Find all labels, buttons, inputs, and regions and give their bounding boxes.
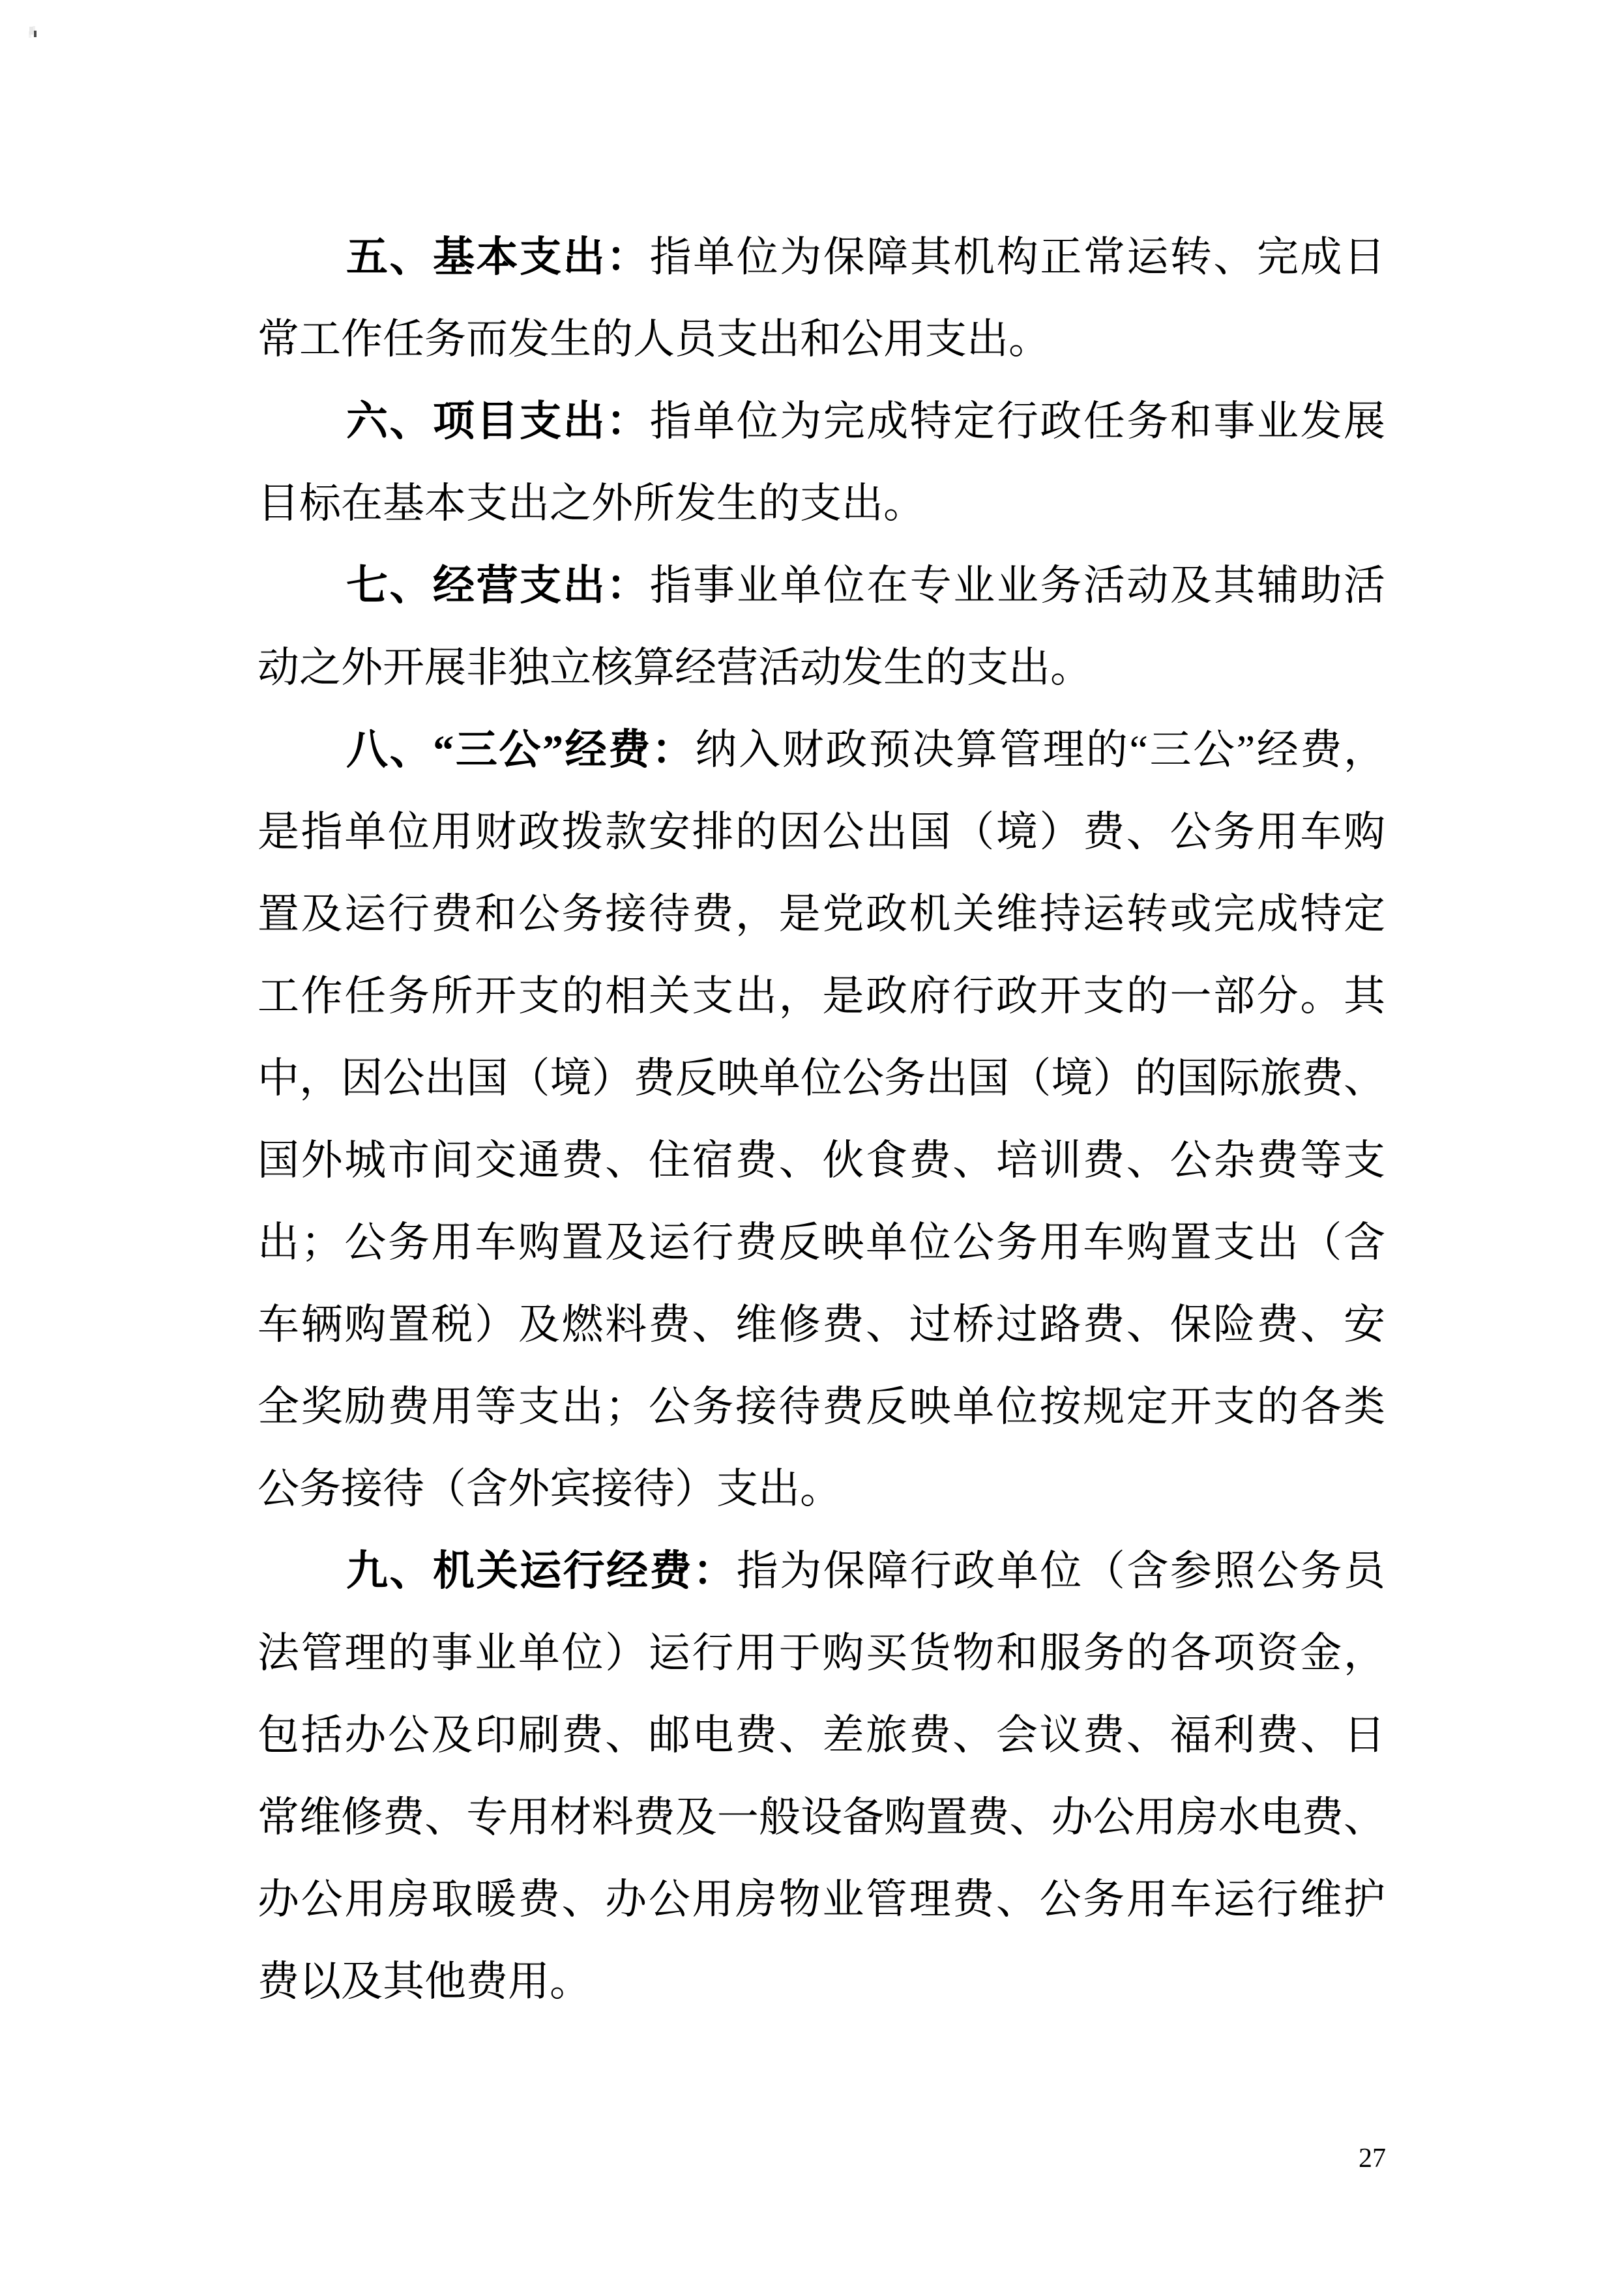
text-line-p5-l5 xyxy=(257,1859,1385,1941)
line-text: 动之外开展非独立核算经营活动发生的支出。 xyxy=(257,645,1092,691)
text-line-p5-l3 xyxy=(257,1694,1385,1777)
text-line-p2-l1 xyxy=(257,381,1385,463)
text-line-p4-l5 xyxy=(257,1038,1385,1120)
text-line-p5-l1 xyxy=(257,1530,1385,1612)
line-text: 国外城市间交通费、住宿费、伙食费、培训费、公杂费等支 xyxy=(257,1137,1385,1184)
line-text: 出；公务用车购置及运行费反映单位公务用车购置支出（含 xyxy=(257,1219,1385,1266)
paragraph-lead: 五、基本支出： xyxy=(346,234,650,280)
text-line-p4-l10 xyxy=(257,1448,1385,1530)
text-line-p1-l1 xyxy=(257,216,1385,298)
line-text: 指单位为完成特定行政任务和事业发展 xyxy=(649,398,1386,444)
text-line-p4-l3 xyxy=(257,873,1385,955)
line-text: 指为保障行政单位（含参照公务员 xyxy=(736,1548,1386,1594)
text-line-p4-l4 xyxy=(257,955,1385,1038)
document-body xyxy=(257,216,1385,2023)
text-line-p4-l7 xyxy=(257,1202,1385,1284)
text-line-p1-l2 xyxy=(257,298,1385,381)
line-text: 目标在基本支出之外所发生的支出。 xyxy=(257,480,925,527)
line-text: 指事业单位在专业业务活动及其辅助活 xyxy=(649,562,1386,609)
line-text: 指单位为保障其机构正常运转、完成日 xyxy=(649,234,1386,280)
line-text: 纳入财政预决算管理的“三公”经费， xyxy=(695,727,1385,773)
line-text: 中，因公出国（境）费反映单位公务出国（境）的国际旅费、 xyxy=(257,1055,1385,1101)
paragraph-lead: 八、“三公”经费： xyxy=(346,727,696,773)
line-text: 常工作任务而发生的人员支出和公用支出。 xyxy=(257,316,1050,362)
line-text: 费以及其他费用。 xyxy=(257,1958,591,2005)
line-text: 公务接待（含外宾接待）支出。 xyxy=(257,1466,842,1512)
text-line-p2-l2 xyxy=(257,463,1385,545)
text-line-p4-l1 xyxy=(257,709,1385,791)
line-text: 包括办公及印刷费、邮电费、差旅费、会议费、福利费、日 xyxy=(257,1712,1385,1758)
paragraph-lead: 九、机关运行经费： xyxy=(346,1548,737,1594)
paragraph-lead: 六、项目支出： xyxy=(346,398,650,444)
text-line-p4-l8 xyxy=(257,1284,1385,1366)
text-line-p4-l6 xyxy=(257,1120,1385,1202)
line-text: 全奖励费用等支出；公务接待费反映单位按规定开支的各类 xyxy=(257,1384,1385,1430)
text-line-p5-l6 xyxy=(257,1941,1385,2023)
text-line-p3-l1 xyxy=(257,545,1385,627)
text-line-p5-l2 xyxy=(257,1612,1385,1694)
line-text: 法管理的事业单位）运行用于购买货物和服务的各项资金， xyxy=(257,1630,1385,1676)
text-line-p4-l9 xyxy=(257,1366,1385,1448)
text-line-p3-l2 xyxy=(257,627,1385,709)
line-text: 工作任务所开支的相关支出，是政府行政开支的一部分。其 xyxy=(257,973,1385,1019)
line-text: 车辆购置税）及燃料费、维修费、过桥过路费、保险费、安 xyxy=(257,1301,1385,1348)
scan-speck xyxy=(29,26,39,38)
text-line-p4-l2 xyxy=(257,791,1385,873)
line-text: 办公用房取暖费、办公用房物业管理费、公务用车运行维护 xyxy=(257,1876,1385,1923)
paragraph-lead: 七、经营支出： xyxy=(346,562,650,609)
line-text: 是指单位用财政拨款安排的因公出国（境）费、公务用车购 xyxy=(257,809,1385,855)
line-text: 置及运行费和公务接待费，是党政机关维持运转或完成特定 xyxy=(257,891,1385,937)
line-text: 常维修费、专用材料费及一般设备购置费、办公用房水电费、 xyxy=(257,1794,1385,1840)
page-number: 27 xyxy=(1359,2143,1386,2173)
text-line-p5-l4 xyxy=(257,1777,1385,1859)
